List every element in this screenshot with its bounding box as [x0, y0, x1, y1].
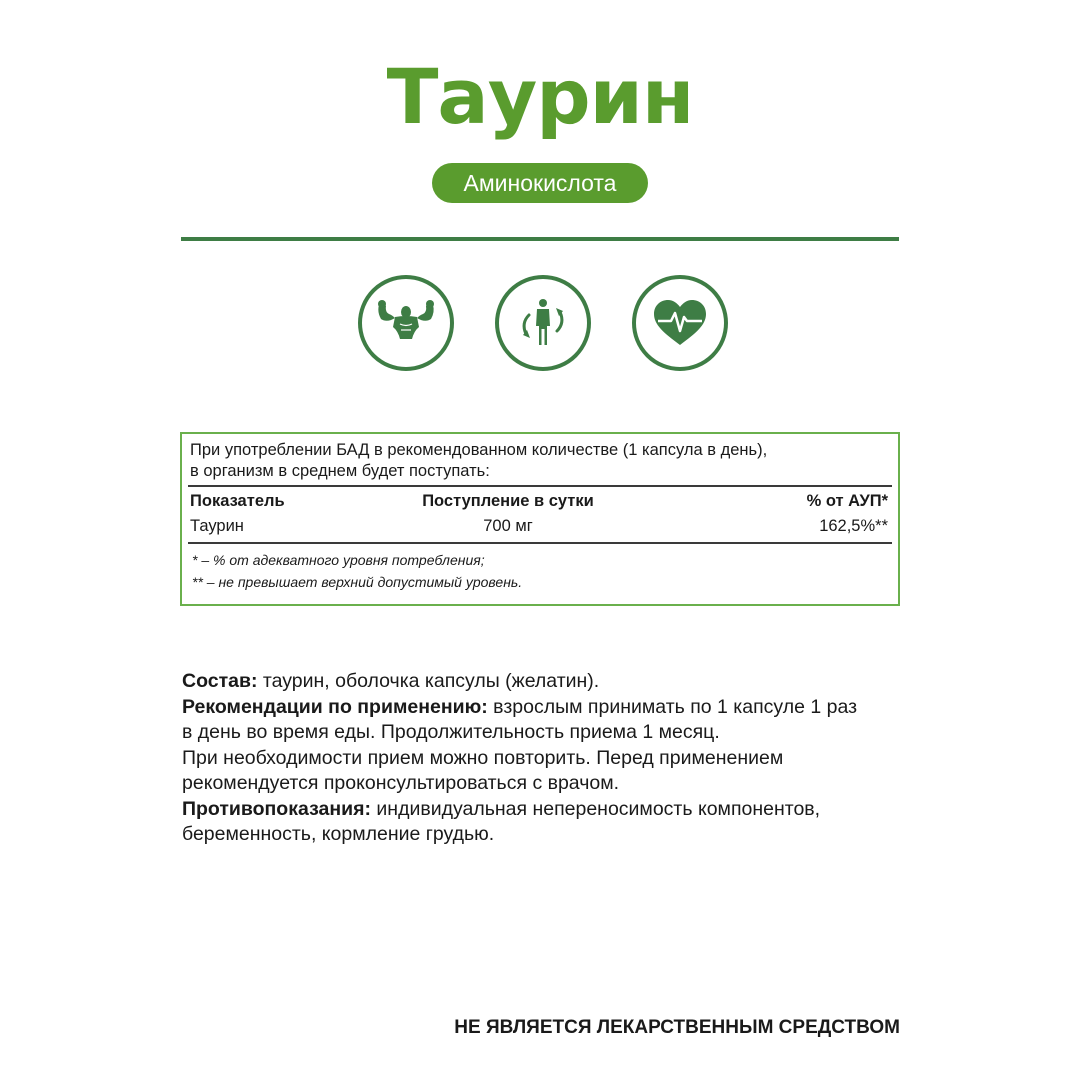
recommendations-text-1: взрослым принимать по 1 капсуле 1 раз	[487, 695, 858, 718]
recommendations-line-2: в день во время еды. Продолжительность приема 1 месяц.	[182, 721, 720, 743]
heart-pulse-icon	[632, 275, 728, 371]
nutrition-table	[180, 432, 900, 606]
contraindications-label: Противопоказания:	[182, 797, 371, 820]
header-percent-aup: % от АУП*	[806, 492, 888, 510]
category-badge: Аминокислота	[432, 163, 648, 203]
table-cell-indicator: Таурин	[190, 517, 244, 535]
intro-text	[190, 440, 890, 482]
composition-line	[182, 669, 902, 695]
intro-line-2: в организм в среднем будет поступать:	[190, 462, 490, 480]
product-title: Таурин	[386, 52, 694, 141]
footnote-1: * – % от адекватного уровня потребления;	[192, 552, 485, 568]
recommendations-line-4: рекомендуется проконсультироваться с врачом.	[182, 772, 620, 794]
footnote-2: ** – не превышает верхний допустимый уровень.	[192, 574, 523, 590]
header-daily-intake: Поступление в сутки	[422, 492, 594, 510]
contraindications-line-1	[182, 797, 902, 823]
recommendations-label: Рекомендации по применению:	[182, 695, 488, 718]
table-cell-daily-intake: 700 мг	[483, 517, 533, 535]
table-divider-top	[188, 485, 892, 487]
header-divider	[181, 237, 899, 241]
table-divider-bottom	[188, 542, 892, 544]
composition-label: Состав:	[182, 670, 258, 692]
header-indicator: Показатель	[190, 492, 285, 510]
disclaimer: НЕ ЯВЛЯЕТСЯ ЛЕКАРСТВЕННЫМ СРЕДСТВОМ	[454, 1017, 900, 1038]
contraindications-line-2: беременность, кормление грудью.	[182, 823, 495, 845]
recommendations-line-3: При необходимости прием можно повторить. Перед применением	[182, 746, 784, 769]
intro-line-1: При употреблении БАД в рекомендованном количестве (1 капсула в день),	[190, 441, 768, 459]
table-cell-percent-aup: 162,5%**	[819, 517, 888, 535]
composition-text: таурин, оболочка капсулы (желатин).	[257, 670, 600, 692]
product-info	[182, 669, 902, 848]
muscle-man-icon	[358, 275, 454, 371]
person-cycle-icon	[495, 275, 591, 371]
recommendations-line-1	[182, 695, 902, 721]
contraindications-text-1: индивидуальная непереносимость компонентов,	[370, 797, 821, 820]
